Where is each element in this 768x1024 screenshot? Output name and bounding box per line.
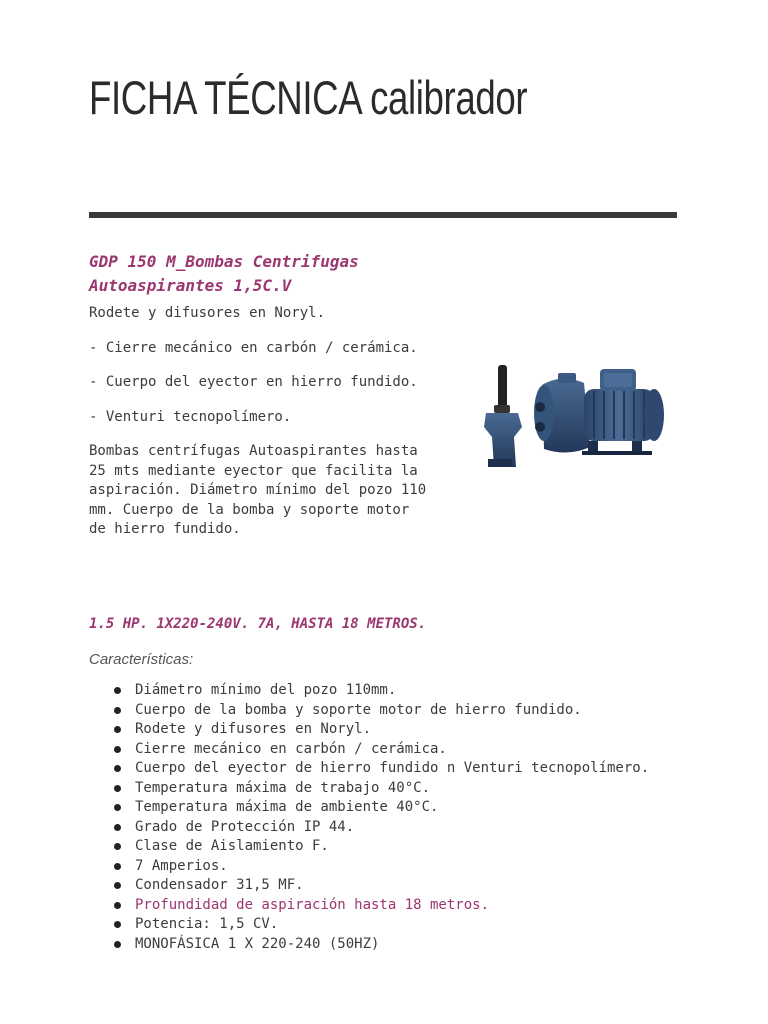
features-heading: Características:	[89, 651, 194, 668]
list-item: Temperatura máxima de ambiente 40°C.	[135, 798, 695, 818]
list-item: Rodete y difusores en Noryl.	[135, 720, 695, 740]
product-description	[89, 304, 429, 555]
list-item: MONOFÁSICA 1 X 220-240 (50HZ)	[135, 935, 695, 955]
list-item: Diámetro mínimo del pozo 110mm.	[135, 681, 695, 701]
list-item: Cuerpo de la bomba y soporte motor de hierro fundido.	[135, 701, 695, 721]
list-item: Cuerpo del eyector de hierro fundido n Venturi tecnopolímero.	[135, 759, 695, 779]
list-item: 7 Amperios.	[135, 857, 695, 877]
water-pump-icon	[472, 355, 678, 490]
description-paragraph: Rodete y difusores en Noryl.	[89, 305, 326, 321]
page-title: FICHA TÉCNICA calibrador	[89, 71, 528, 124]
list-item: Grado de Protección IP 44.	[135, 818, 695, 838]
description-paragraph: - Cuerpo del eyector en hierro fundido.	[89, 374, 418, 390]
features-list	[110, 681, 695, 954]
description-paragraph: - Venturi tecnopolímero.	[89, 408, 292, 425]
title-divider	[89, 212, 677, 218]
description-paragraph: - Cierre mecánico en carbón / cerámica.	[89, 339, 418, 356]
list-item: Clase de Aislamiento F.	[135, 837, 695, 857]
description-paragraph: Bombas centrífugas Autoaspirantes hasta 25 mts mediante eyector que facilita la aspiración. Diámetro mínimo del pozo 110 mm. Cuerpo de la bomba y soporte motor de hierro fundido.	[89, 443, 427, 537]
list-item: Condensador 31,5 MF.	[135, 876, 695, 896]
list-item: Profundidad de aspiración hasta 18 metros.	[135, 896, 695, 916]
product-title: GDP 150 M_Bombas Centrifugas Autoaspirantes 1,5C.V	[89, 252, 359, 295]
list-item: Temperatura máxima de trabajo 40°C.	[135, 779, 695, 799]
spec-line: 1.5 HP. 1X220-240V. 7A, HASTA 18 METROS.	[89, 616, 427, 632]
list-item: Cierre mecánico en carbón / cerámica.	[135, 740, 695, 760]
list-item: Potencia: 1,5 CV.	[135, 915, 695, 935]
